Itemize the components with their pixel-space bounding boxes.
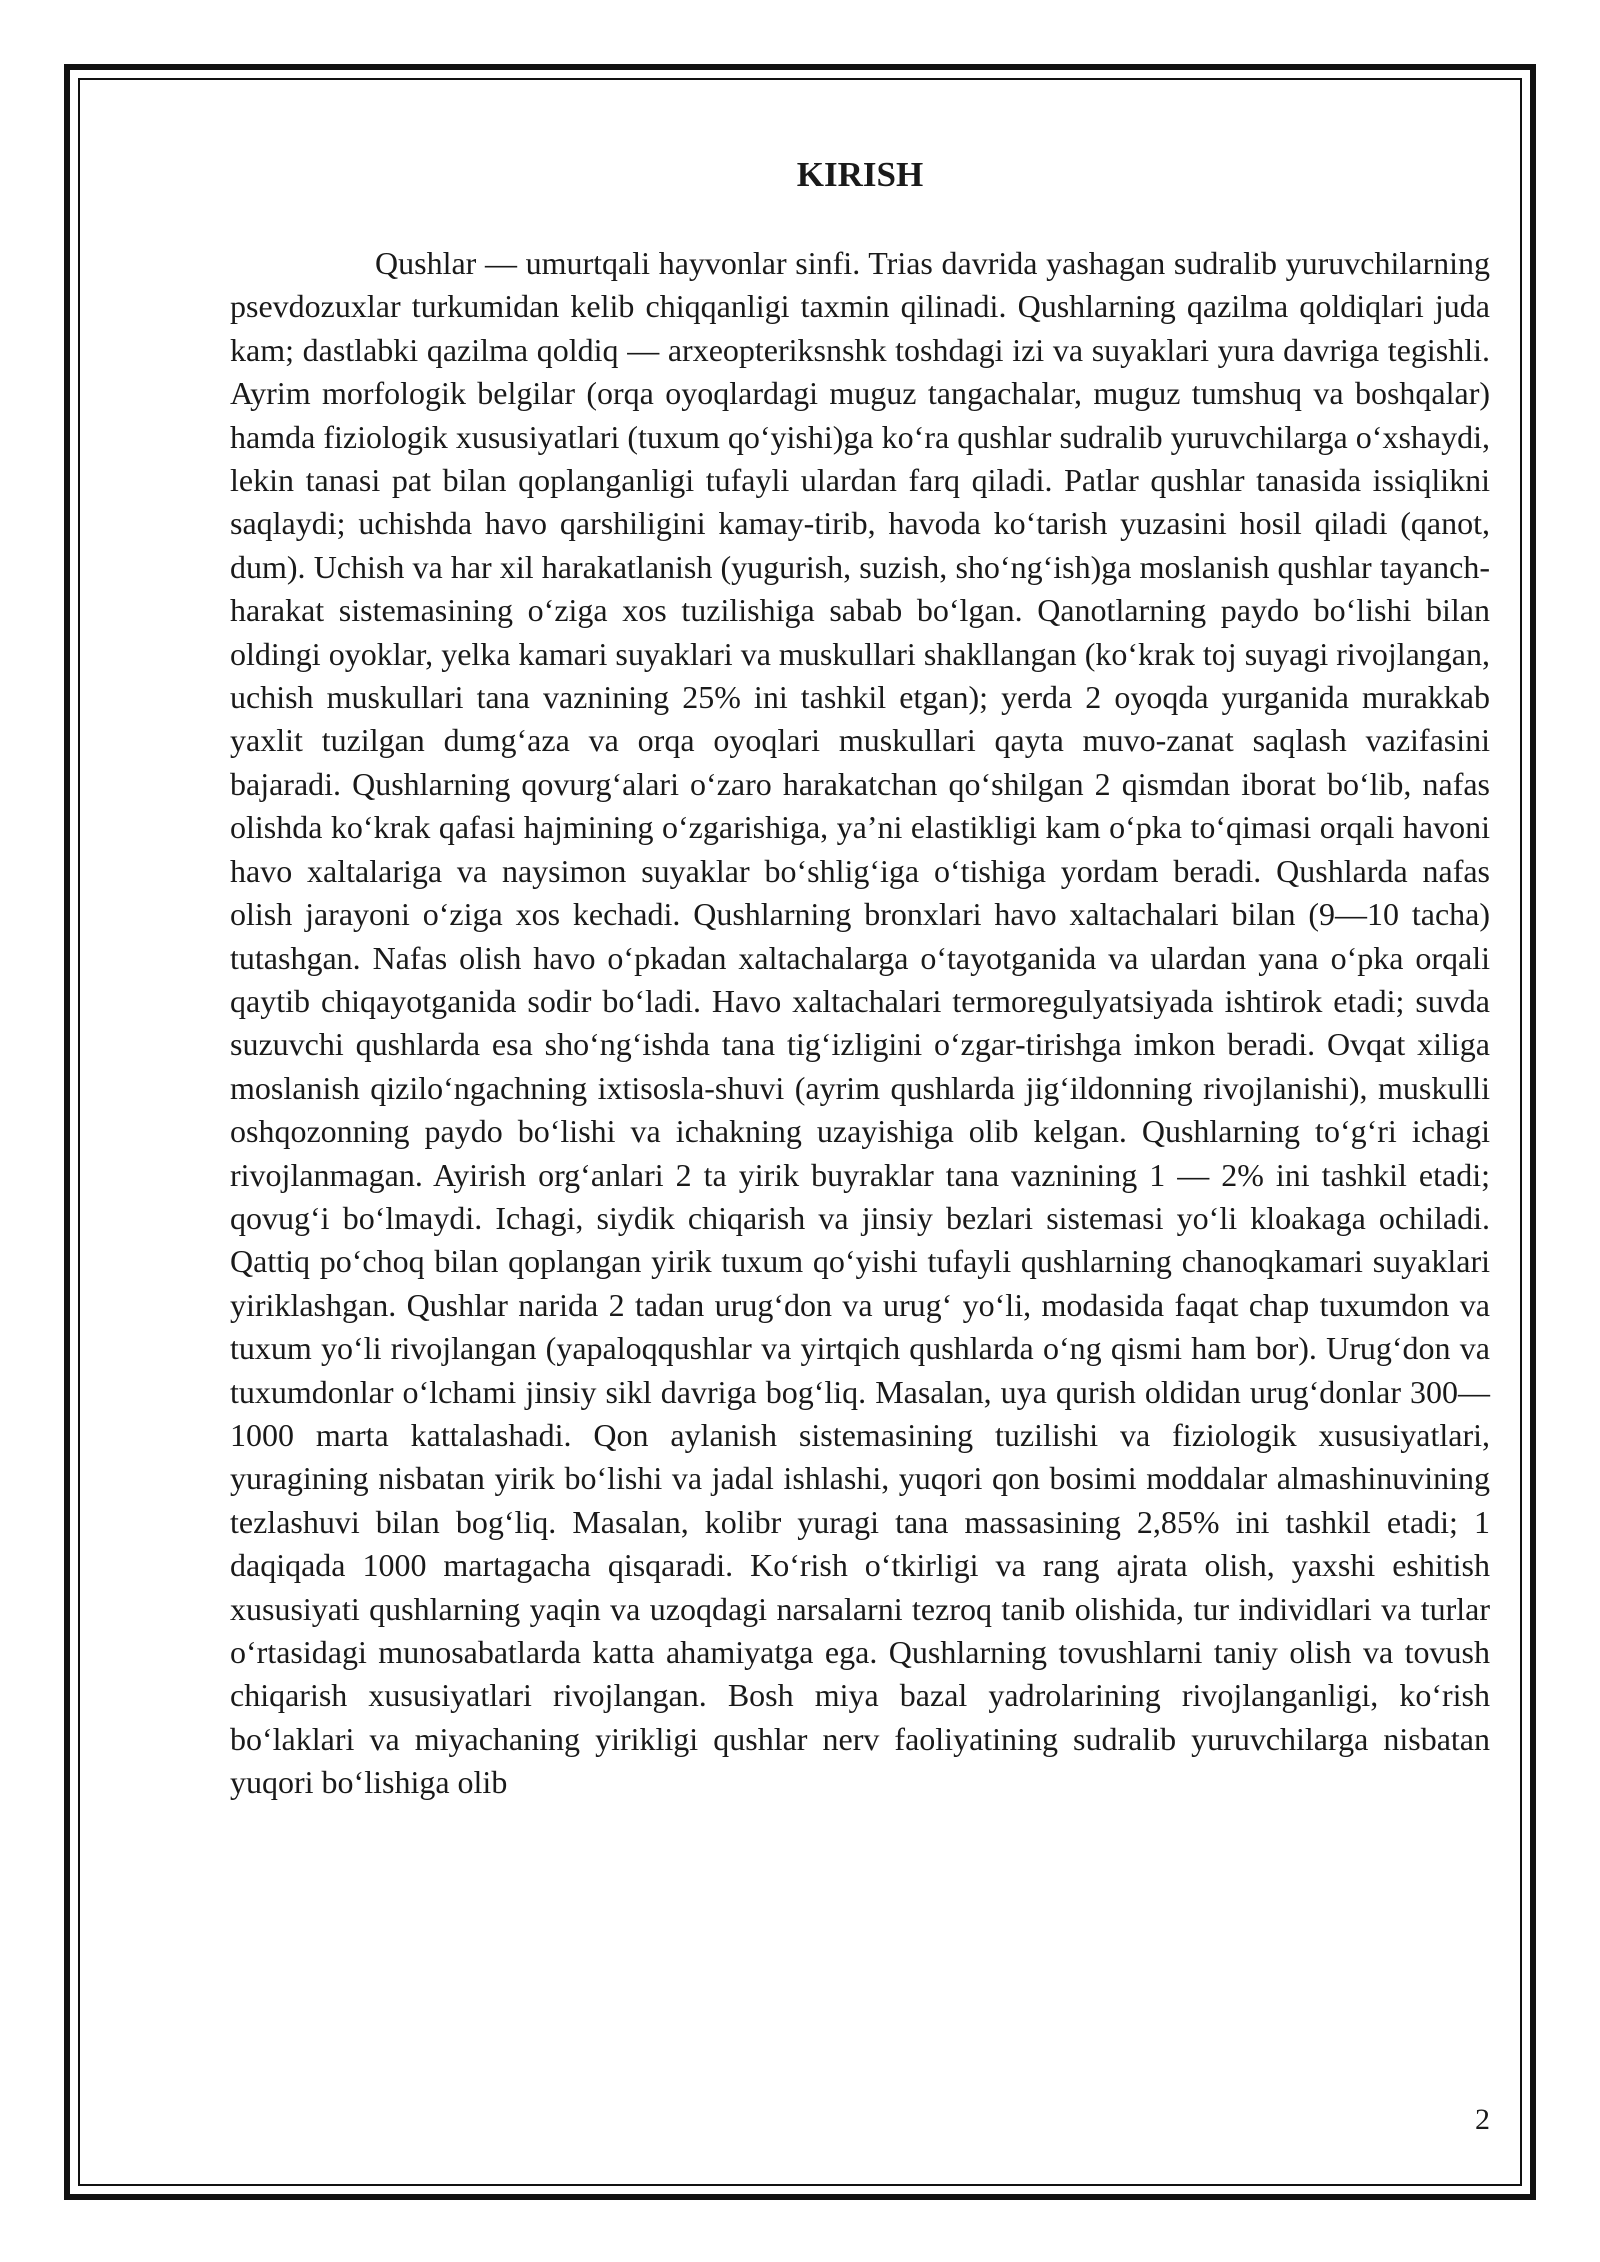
page-title: KIRISH [796,155,924,194]
body-paragraph: Qushlar — umurtqali hayvonlar sinfi. Trias davrida yashagan sudralib yuruvchilarning psevdozuxlar turkumidan kelib chiqqanligi taxmin qilinadi. Qushlarning qazilma qoldiqlari juda kam; dastlabki qazilma qoldiq — arxeopteriksnshk toshdagi izi va suyaklari yura davriga tegishli. Ayrim morfologik belgilar (orqa oyoqlardagi muguz tangachalar, muguz tumshuq va boshqalar) hamda fiziologik xususiyatlari (tuxum qoʻyishi)ga koʻra qushlar sudralib yuruvchilarga oʻxshaydi, lekin tanasi pat bilan qoplanganligi tufayli ulardan farq qiladi. Patlar qushlar tanasida issiqlikni saqlaydi; uchishda havo qarshiligini kamay-tirib, havoda koʻtarish yuzasini hosil qiladi (qanot, dum). Uchish va har xil harakatlanish (yugurish, suzish, shoʻngʻish)ga moslanish qushlar tayanch-harakat sistemasining oʻziga xos tuzilishiga sabab boʻlgan. Qanotlarning paydo boʻlishi bilan oldingi oyoklar, yelka kamari suyaklari va muskullari shakllangan (koʻkrak toj suyagi rivojlangan, uchish muskullari tana vaznining 25% ini tashkil etgan); yerda 2 oyoqda yurganida murakkab yaxlit tuzilgan dumgʻaza va orqa oyoqlari muskullari qayta muvo-zanat saqlash vazifasini bajaradi. Qushlarning qovurgʻalari oʻzaro harakatchan qoʻshilgan 2 qismdan iborat boʻlib, nafas olishda koʻkrak qafasi hajmining oʻzgarishiga, yaʼni elastikligi kam oʻpka toʻqimasi orqali havoni havo xaltalariga va naysimon suyaklar boʻshligʻiga oʻtishiga yordam beradi. Qushlarda nafas olish jarayoni oʻziga xos kechadi. Qushlarning bronxlari havo xaltachalari bilan (9—10 tacha) tutashgan. Nafas olish havo oʻpkadan xaltachalarga oʻtayotganida va ulardan yana oʻpka orqali qaytib chiqayotganida sodir boʻladi. Havo xaltachalari termoregulyatsiyada ishtirok etadi; suvda suzuvchi qushlarda esa shoʻngʻishda tana tigʻizligini oʻzgar-tirishga imkon beradi. Ovqat xiliga moslanish qiziloʻngachning ixtisosla-shuvi (ayrim qushlarda jigʻildonning rivojlanishi), muskulli oshqozonning paydo boʻlishi va ichakning uzayishiga olib kelgan. Qushlarning toʻgʻri ichagi rivojlanmagan. Ayirish orgʻanlari 2 ta yirik buyraklar tana vaznining 1 — 2% ini tashkil etadi; qovugʻi boʻlmaydi. Ichagi, siydik chiqarish va jinsiy bezlari sistemasi yoʻli kloakaga ochiladi. Qattiq poʻchoq bilan qoplangan yirik tuxum qoʻyishi tufayli qushlarning chanoqkamari suyaklari yiriklashgan. Qushlar narida 2 tadan urugʻdon va urugʻ yoʻli, modasida faqat chap tuxumdon va tuxum yoʻli rivojlangan (yapaloqqushlar va yirtqich qushlarda oʻng qismi ham bor). Urugʻdon va tuxumdonlar oʻlchami jinsiy sikl davriga bogʻliq. Masalan, uya qurish oldidan urugʻdonlar 300—1000 marta kattalashadi. Qon aylanish sistemasining tuzilishi va fiziologik xususiyatlari, yuragining nisbatan yirik boʻlishi va jadal ishlashi, yuqori qon bosimi moddalar almashinuvining tezlashuvi bilan bogʻliq. Masalan, kolibr yuragi tana massasining 2,85% ini tashkil etadi; 1 daqiqada 1000 martagacha qisqaradi. Koʻrish oʻtkirligi va rang ajrata olish, yaxshi eshitish xususiyati qushlarning yaqin va uzoqdagi narsalarni tezroq tanib olishida, tur individlari va turlar oʻrtasidagi munosabatlarda katta ahamiyatga ega. Qushlarning tovushlarni taniy olish va tovush chiqarish xususiyatlari rivojlangan. Bosh miya bazal yadrolarining rivojlanganligi, koʻrish boʻlaklari va miyachaning yirikligi qushlar nerv faoliyatining sudralib yuruvchilarga nisbatan yuqori boʻlishiga olib [230,245,1490,1801]
page-number: 2 [1475,2103,1490,2136]
